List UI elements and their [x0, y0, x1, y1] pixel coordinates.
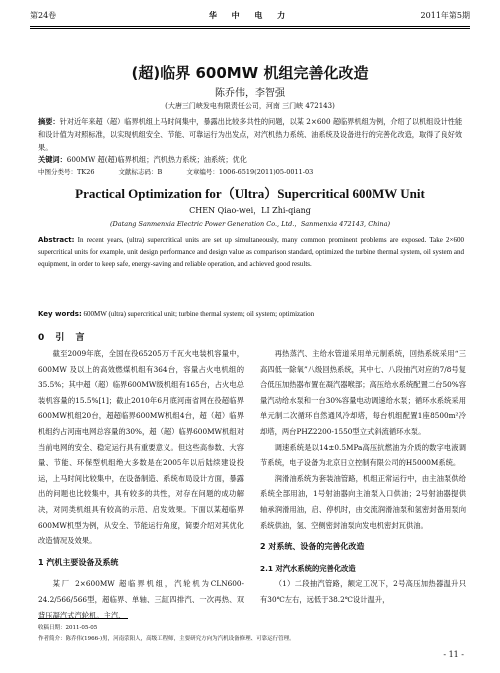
abstract-en-text: In recent years, (ultra) supercritical units are set up simultaneously, many common prominent problems are exposed. Take 2×600 supercritical units for example, unit design performance and design value as comparison standard, optimized the turbine thermal system, oil system and equipment, in order to keep safe, energy-saving and reliable operation, and achieved good results. — [38, 236, 465, 268]
affiliation-en: (Datang Sanmenxia Electric Power Generation Co., Ltd.，Sanmenxia 472143, China) — [109, 220, 391, 228]
section-2-heading: 2 对系统、设备的完善化改造 — [260, 542, 365, 552]
volume-label: 第24卷 — [30, 11, 57, 20]
keywords-cn — [38, 153, 464, 166]
keywords-cn-label: 关键词： — [38, 155, 67, 164]
article-number: 文章编号：1006-6519(2011)05-0011-03 — [186, 168, 314, 176]
clc-number: 中图分类号：TK26 — [38, 168, 95, 176]
abstract-cn-text: 针对近年来超（超）临界机组上马时间集中，暴露出比较多共性的问题，以某 2×600 超临界机组为例，介绍了以机组设计性能和设计值为对照标准，以实现机组安全、节能、可靠运行为出发点，对汽机热力系统、油系统及设备进行的完善化改造，取得了良好效果。 — [38, 117, 463, 152]
section-2-1-heading: 2.1 对汽水系统的完善化改造 — [260, 563, 356, 573]
abstract-cn — [38, 115, 464, 154]
abstract-en-label: Abstract: — [38, 236, 75, 244]
authors-cn: 陈乔伟，李智强 — [215, 88, 285, 99]
keywords-en — [38, 310, 464, 318]
section-0-heading: 0 引 言 — [38, 333, 89, 343]
footnote-rule — [38, 618, 128, 619]
page-number: - 11 - — [443, 650, 464, 659]
abstract-en — [38, 234, 464, 270]
keywords-en-label: Key words: — [38, 310, 82, 318]
intro-paragraph: 截至2009年底，全国在役65205万千瓦火电装机容量中，600MW 及以上的高效燃煤机组有364台，容量占火电机组的35.5%；其中超（超）临界600MW级机组有165台，占火电总装机容量的15.5%[1]；截止2010年6月底河南省网在役超临界600MW机组20台，超超临界600MW机组4台，超（超）临界机组约占河南电网总容量的30%，超（超）临界600MW机组对当前电网的安全、稳定运行具有重要意义。但这些高参数、大容量、节能、环保型机组绝大多数是在2005年以后陆续建设投运，上马时间比较集中，在设备制造、系统布局设计方面，暴露出的问题也比较集中，具有较多的共性，对存在问题的成功解决，对同类机组具有较高的示范、启发效果。下面以某超临界600MW机型为例，从安全、节能运行角度，简要介绍对其优化改造情况及效果。 — [38, 349, 244, 546]
article-title-en: Practical Optimization for（Ultra）Supercritical 600MW Unit — [75, 186, 425, 201]
author-bio: 作者简介：陈乔伟(1966-)男，河南荥阳人，高级工程师，主要研究方向为汽机设备修理、可靠运行管理。 — [38, 636, 295, 642]
abstract-cn-label: 摘要： — [38, 117, 60, 126]
section-1-heading: 1 汽机主要设备及系统 — [38, 557, 119, 567]
authors-en: CHEN Qiao-wei，LI Zhi-qiang — [189, 206, 311, 215]
article-title-cn: (超)临界 600MW 机组完善化改造 — [131, 64, 369, 82]
system-paragraph: 再热蒸汽、主给水管道采用单元制系统，回热系统采用“三高四低一除氧”八级回热系统，其中七、八段抽汽对应的7/8号复合低压加热器布置在凝汽器喉部；高压给水系统配置二台50%容量汽动给水泵和一台30%容量电动调速给水泵；循环水系统采用单元制二次循环自然通风冷却塔，每台机组配置1座8500m²冷却塔，两台PHZ2200-1550型立式斜流循环水泵。 — [260, 349, 466, 436]
received-date: 收稿日期：2011-05-05 — [38, 625, 98, 631]
header-rule — [30, 26, 470, 27]
affiliation-cn: (大唐三门峡发电有限责任公司，河南 三门峡 472143) — [165, 102, 335, 110]
keywords-en-text: 600MW (ultra) supercritical unit; turbine thermal system; oil system; optimization — [83, 310, 315, 318]
header-rule-2 — [30, 28, 470, 29]
issue-date: 2011年第5期 — [420, 11, 470, 20]
section-1-paragraph: 某厂 2×600MW 超临界机组，汽轮机为CLN600-24.2/566/566型，超临界、单轴、三缸四排汽、一次再热、双背压凝汽式汽轮机。主汽、 — [38, 579, 244, 620]
right-column — [260, 346, 466, 608]
classification-line — [38, 167, 464, 176]
keywords-cn-text: 600MW 超(超)临界机组；汽机热力系统；油系统；优化 — [66, 155, 247, 164]
running-header — [30, 10, 470, 24]
lube-oil-paragraph: 润滑油系统为套装油管路，机组正常运行中，由主油泵供给系统全部用油，1号射油器向主油泵入口供油；2号射油器提供轴承润滑用油，启、停机时，由交流润滑油泵和氢密封备用泵向系统供油，氢、空侧密封油泵向发电机密封瓦供油。 — [260, 473, 466, 530]
governor-paragraph: 调速系统是以14±0.5MPa高压抗燃油为介质的数字电液调节系统，电子设备为北京日立控制有限公司的H5000M系统。 — [260, 442, 466, 468]
left-column — [38, 346, 244, 623]
document-code: 文献标志码：B — [118, 168, 163, 176]
section-2-1-paragraph: （1）二段抽汽管路，额定工况下，2号高压加热器温升只有30℃左右，远低于38.2℃设计温升， — [260, 579, 466, 604]
journal-name: 华 中 电 力 — [208, 10, 292, 20]
footnote — [38, 623, 468, 645]
